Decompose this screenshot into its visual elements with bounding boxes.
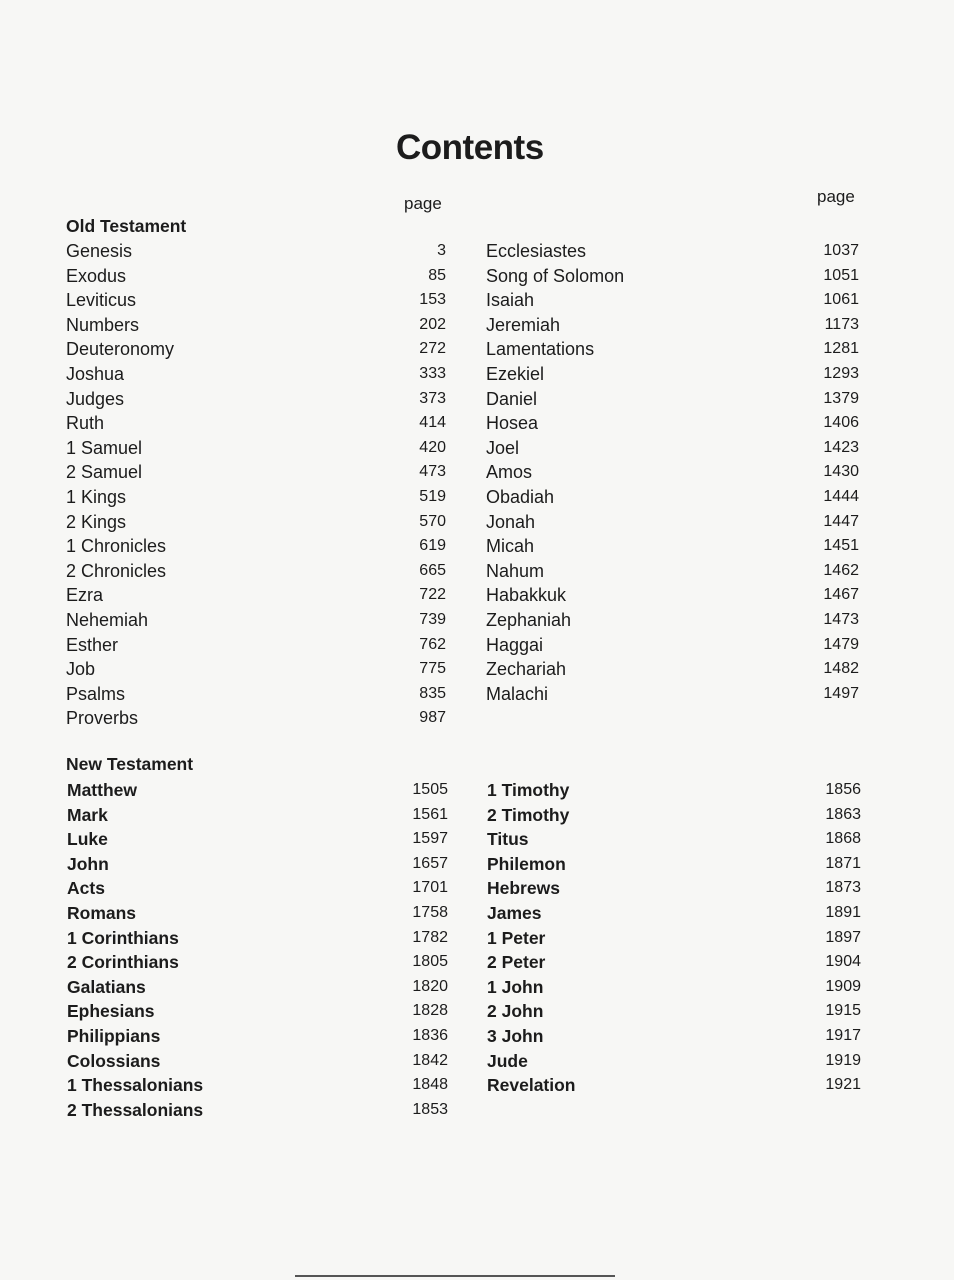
page-number: 272 [419,340,446,358]
book-name: Obadiah [486,486,555,507]
toc-entry [66,460,446,485]
toc-entry [67,926,448,951]
toc-entry [486,411,859,436]
page-number: 519 [419,487,446,505]
book-name: 2 Timothy [487,804,570,825]
page-number: 1820 [412,977,448,995]
book-name: Song of Solomon [486,265,625,286]
toc-entry [486,362,859,387]
book-name: Ezekiel [486,363,545,384]
page-number: 473 [419,463,446,481]
page-number: 1406 [823,414,859,432]
toc-entry [66,264,446,289]
book-name: 1 Corinthians [67,927,179,948]
page-number: 1868 [825,830,861,848]
page-number: 1597 [412,830,448,848]
book-name: Philippians [67,1025,161,1046]
bottom-divider [295,1275,615,1277]
page-number: 1848 [412,1076,448,1094]
book-name: Mark [67,804,108,825]
page-number: 1853 [412,1100,448,1118]
page-number: 1479 [823,635,859,653]
toc-entry [66,362,446,387]
page-number: 739 [419,610,446,628]
toc-entry [486,387,859,412]
page-number: 1701 [412,879,448,897]
page-number: 1828 [412,1002,448,1020]
book-name: Colossians [67,1050,161,1071]
toc-entry [486,313,859,338]
page-number: 1921 [825,1076,861,1094]
page-number: 665 [419,561,446,579]
page-number: 1657 [412,854,448,872]
page-number: 1462 [823,561,859,579]
toc-entry [487,778,861,803]
page-number: 1505 [412,781,448,798]
book-name: James [487,902,542,923]
book-name: 2 Thessalonians [67,1099,204,1120]
book-name: Romans [67,902,137,923]
book-name: Judges [66,388,125,409]
toc-entry [486,559,859,584]
toc-entry [66,534,446,559]
toc-entry [66,583,446,608]
page-number: 1447 [823,512,859,530]
page-number: 1917 [825,1026,861,1044]
page-number: 420 [419,438,446,456]
book-name: Nahum [486,560,545,581]
page-number: 835 [419,684,446,702]
toc-entry [66,313,446,338]
page-number: 1473 [823,610,859,628]
page-number: 1051 [823,266,859,284]
page-number: 1423 [823,438,859,456]
toc-entry [487,999,861,1024]
page-number: 1856 [825,781,861,798]
toc-entry [486,264,859,289]
book-name: Leviticus [66,290,137,311]
toc-entry [66,288,446,313]
toc-entry [486,436,859,461]
book-name: Esther [66,634,119,655]
toc-entry [487,1073,861,1098]
page-column-label-right: page [817,187,855,206]
book-name: Luke [67,829,108,850]
book-name: Hosea [486,413,539,434]
toc-entry [487,1049,861,1074]
toc-entry [486,337,859,362]
toc-entry [487,827,861,852]
book-name: 2 Samuel [66,462,143,483]
page-number: 153 [419,291,446,309]
page-number: 1782 [412,928,448,946]
toc-entry [66,387,446,412]
book-name: 2 Peter [487,952,546,973]
page-number: 3 [437,242,446,259]
book-name: Galatians [67,976,146,997]
toc-entry [67,975,448,1000]
book-name: Job [66,659,96,680]
toc-entry [487,803,861,828]
toc-entry [487,901,861,926]
toc-entry [486,657,859,682]
toc-entry [486,534,859,559]
book-name: Hebrews [487,878,560,899]
toc-entry [67,852,448,877]
page-column-label-left: page [404,194,442,213]
toc-entry [487,926,861,951]
toc-entry [66,608,446,633]
book-name: 1 John [487,976,544,997]
toc-entry [67,999,448,1024]
old-testament-left-column [66,239,446,731]
book-name: Micah [486,536,535,557]
page-number: 1451 [823,537,859,555]
page-number: 414 [419,414,446,432]
page-number: 1909 [825,977,861,995]
page-number: 1871 [825,854,861,872]
page-number: 570 [419,512,446,530]
page-number: 1891 [825,903,861,921]
toc-entry [486,239,859,264]
book-name: Proverbs [66,708,139,729]
toc-entry [66,657,446,682]
book-name: John [67,853,109,874]
book-name: Acts [67,878,105,899]
book-name: 2 Chronicles [66,560,167,581]
page-title: Contents [396,128,544,167]
book-name: Ruth [66,413,105,434]
page-number: 1842 [412,1051,448,1069]
new-testament-right-column [487,778,861,1098]
toc-entry [67,1073,448,1098]
book-name: Jude [487,1050,528,1071]
book-name: 1 Thessalonians [67,1075,204,1096]
toc-entry [66,337,446,362]
page-number: 1897 [825,928,861,946]
toc-entry [67,1024,448,1049]
toc-entry [486,510,859,535]
toc-entry [66,510,446,535]
toc-entry [487,950,861,975]
page-number: 619 [419,537,446,555]
book-name: Zechariah [486,659,567,680]
page-number: 202 [419,315,446,333]
toc-entry [486,583,859,608]
book-name: Lamentations [486,339,595,360]
toc-entry [486,460,859,485]
toc-entry [67,778,448,803]
book-name: Philemon [487,853,566,874]
page-number: 1758 [412,903,448,921]
book-name: 1 Kings [66,486,127,507]
page-number: 1904 [825,953,861,971]
book-name: Numbers [66,314,140,335]
book-name: Exodus [66,265,127,286]
page-number: 987 [419,709,446,727]
toc-entry [66,436,446,461]
book-name: Haggai [486,634,544,655]
book-name: Joel [486,437,520,458]
new-testament-left-column [67,778,448,1122]
toc-entry [486,633,859,658]
toc-entry [486,608,859,633]
toc-entry [66,411,446,436]
book-name: 1 Chronicles [66,536,167,557]
toc-entry [66,682,446,707]
old-testament-right-column [486,239,859,706]
page-number: 1873 [825,879,861,897]
toc-entry [66,706,446,731]
book-name: Habakkuk [486,585,567,606]
book-name: Psalms [66,683,126,704]
toc-entry [487,852,861,877]
toc-entry [487,975,861,1000]
book-name: 2 Kings [66,511,127,532]
book-name: Joshua [66,363,125,384]
toc-entry [486,682,859,707]
page-number: 85 [428,266,446,284]
book-name: Matthew [67,780,137,800]
page-number: 1293 [823,364,859,382]
page-number: 1497 [823,684,859,702]
book-name: Ezra [66,585,104,606]
book-name: 3 John [487,1025,544,1046]
book-name: Zephaniah [486,609,572,630]
toc-entry [67,950,448,975]
book-name: Genesis [66,241,133,261]
book-name: 1 Samuel [66,437,143,458]
book-name: 1 Timothy [487,780,570,800]
page-number: 1482 [823,660,859,678]
book-name: Ephesians [67,1001,155,1022]
toc-entry [67,1098,448,1123]
toc-entry [66,485,446,510]
page-number: 1379 [823,389,859,407]
toc-entry [487,1024,861,1049]
toc-entry [66,559,446,584]
page-number: 1919 [825,1051,861,1069]
book-name: Titus [487,829,529,850]
toc-entry [67,901,448,926]
old-testament-heading: Old Testament [66,216,187,236]
page-number: 1037 [823,242,859,259]
book-name: Daniel [486,388,538,409]
toc-entry [67,827,448,852]
page-number: 1430 [823,463,859,481]
page-number: 1863 [825,805,861,823]
toc-entry [487,876,861,901]
page-number: 722 [419,586,446,604]
page-number: 1561 [412,805,448,823]
new-testament-heading: New Testament [66,754,194,774]
book-name: Jeremiah [486,314,561,335]
book-name: Malachi [486,683,549,704]
book-name: Jonah [486,511,536,532]
page-number: 775 [419,660,446,678]
book-name: 2 John [487,1001,544,1022]
toc-entry [67,876,448,901]
book-name: Revelation [487,1075,576,1096]
page-number: 1173 [824,315,859,333]
book-name: Amos [486,462,533,483]
page-number: 1281 [823,340,859,358]
page-number: 1805 [412,953,448,971]
page-number: 1467 [823,586,859,604]
book-name: Deuteronomy [66,339,175,360]
toc-entry [486,485,859,510]
page-number: 1444 [823,487,859,505]
book-name: 1 Peter [487,927,546,948]
page-number: 1915 [825,1002,861,1020]
toc-entry [486,288,859,313]
book-name: 2 Corinthians [67,952,179,973]
page-number: 1836 [412,1026,448,1044]
toc-entry [66,633,446,658]
toc-entry [66,239,446,264]
page-number: 373 [419,389,446,407]
toc-entry [67,1049,448,1074]
page-number: 1061 [823,291,859,309]
page-number: 333 [419,364,446,382]
book-name: Nehemiah [66,609,149,630]
page-number: 762 [419,635,446,653]
book-name: Ecclesiastes [486,241,587,261]
toc-entry [67,803,448,828]
book-name: Isaiah [486,290,535,311]
